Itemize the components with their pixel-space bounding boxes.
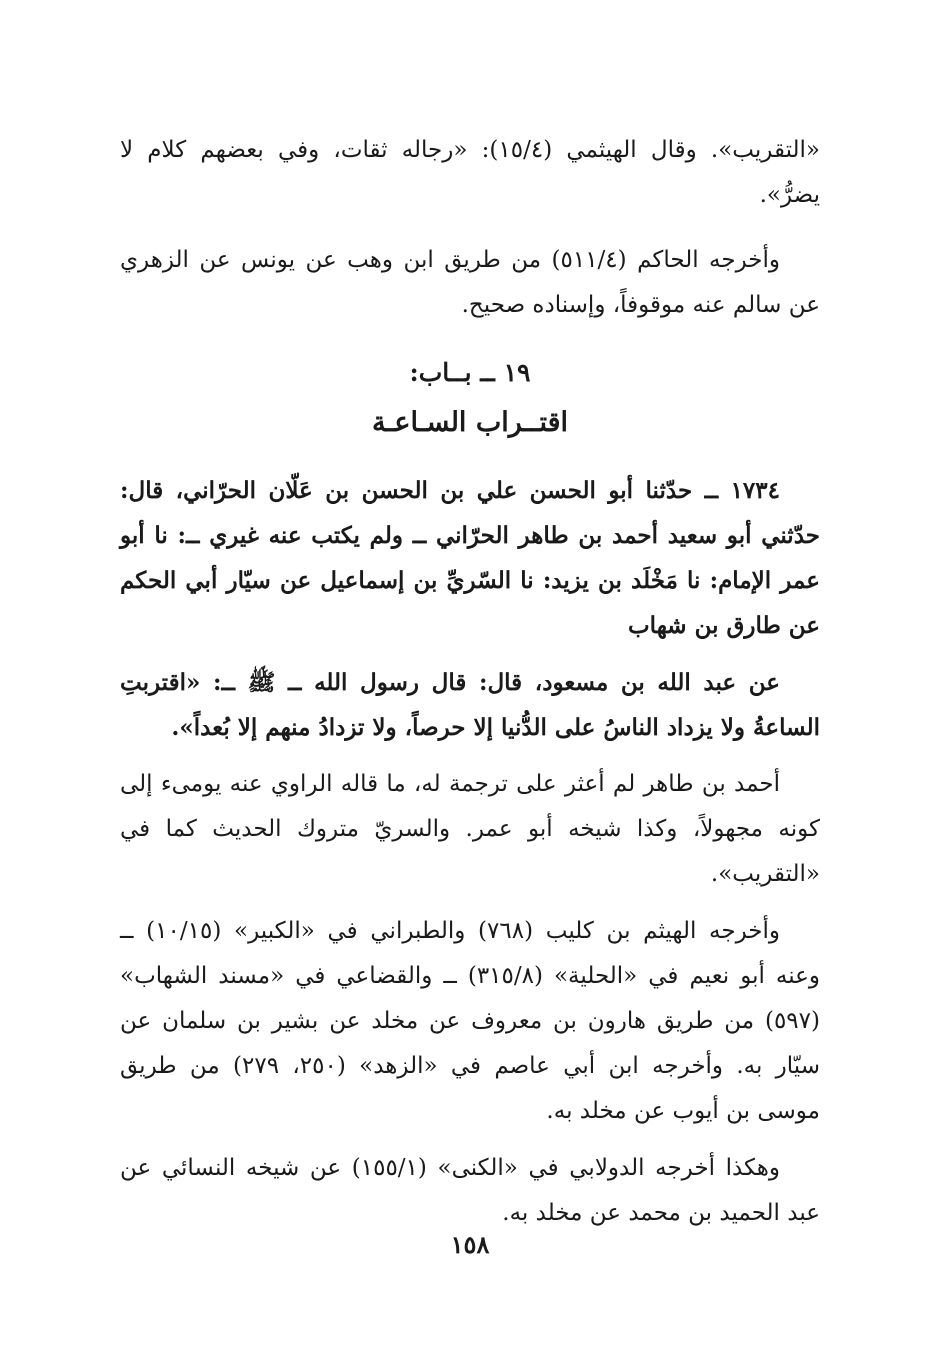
commentary-paragraph-1: أحمد بن طاهر لم أعثر على ترجمة له، ما قاله الراوي عنه يومىء إلى كونه مجهولاً، وكذا شيخه أبو عمر. والسريّ متروك الحديث كما في «التقريب». <box>120 771 820 887</box>
footnote-paragraph-1: «التقريب». وقال الهيثمي (١٥/٤): «رجاله ثقات، وفي بعضهم كلام لا يضرُّ». <box>120 137 820 208</box>
hadith-isnad: ١٧٣٤ ــ حدّثنا أبو الحسن علي بن الحسن بن عَلّان الحرّاني، قال: حدّثني أبو سعيد أحمد بن طاهر الحرّاني ــ ولم يكتب عنه غيري ــ: نا أبو عمر الإمام: نا مَخْلَد بن يزيد: نا السّريِّ بن إسماعيل عن سيّار أبي الحكم عن طارق بن شهاب <box>120 477 820 639</box>
chapter-label: ١٩ ــ بــاب: <box>409 358 531 387</box>
page-number: ١٥٨ <box>450 1230 490 1259</box>
hadith-matn: عن عبد الله بن مسعود، قال: قال رسول الله ــ ﷺ ــ: «اقتربتِ الساعةُ ولا يزداد الناسُ على الدُّنيا إلا حرصاً، ولا تزدادُ منهم إلا بُعداً». <box>120 669 820 741</box>
footnote-paragraph-2: وأخرجه الحاكم (٥١١/٤) من طريق ابن وهب عن يونس عن الزهري عن سالم عنه موقوفاً، وإسناده صحيح. <box>120 247 820 318</box>
commentary-paragraph-3: وهكذا أخرجه الدولابي في «الكنى» (١٥٥/١) عن شيخه النسائي عن عبد الحميد بن محمد عن مخلد به. <box>120 1155 820 1226</box>
chapter-title: اقتــراب السـاعـة <box>371 407 569 438</box>
page-body <box>120 128 820 1236</box>
commentary-paragraph-2: وأخرجه الهيثم بن كليب (٧٦٨) والطبراني في «الكبير» (١٠/١٥) ــ وعنه أبو نعيم في «الحلية» (٣١٥/٨) ــ والقضاعي في «مسند الشهاب» (٥٩٧) من طريق هارون بن معروف عن مخلد عن بشير بن سلمان عن سيّار به. وأخرجه ابن أبي عاصم في «الزهد» (٢٥٠، ٢٧٩) من طريق موسى بن أيوب عن مخلد به. <box>120 918 821 1124</box>
